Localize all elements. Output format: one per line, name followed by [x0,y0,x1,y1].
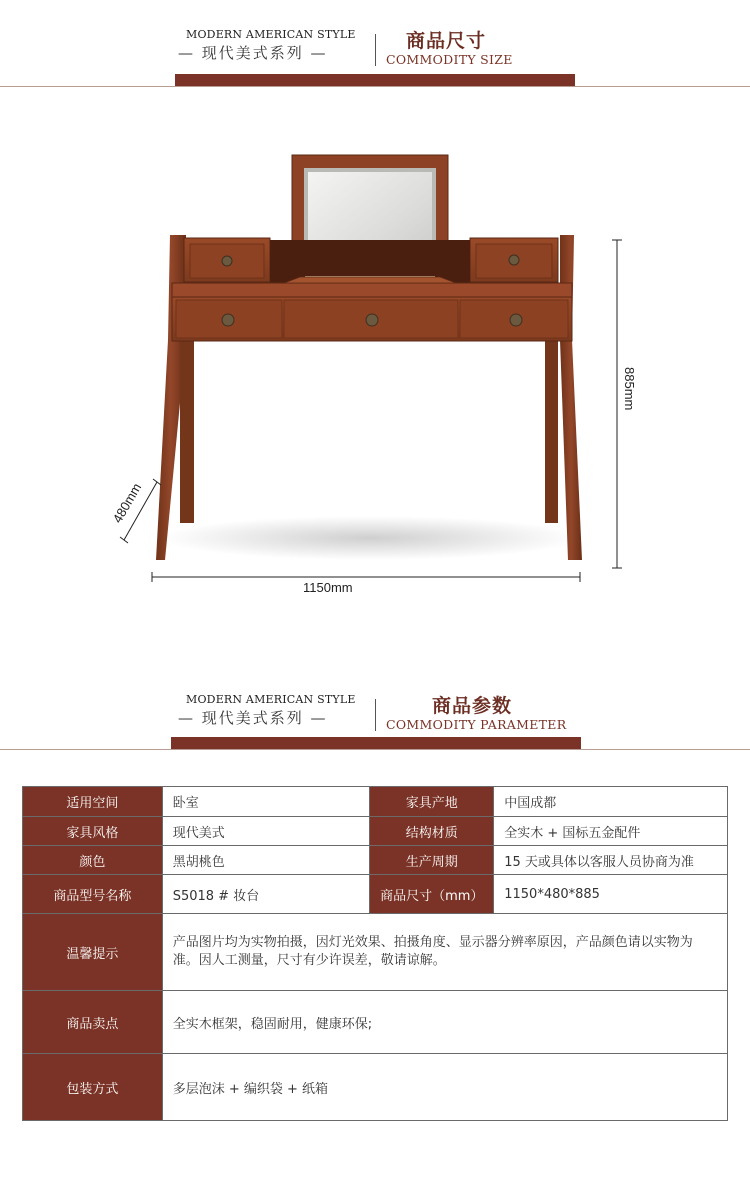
section-title-cn: 商品尺寸 [406,30,487,52]
section-title-en: COMMODITY SIZE [386,52,513,67]
table-row [23,991,728,1054]
table-row [23,914,728,991]
size-section-header [0,28,750,118]
origin-value: 中国成都 [494,787,728,817]
top-left-drawer [184,238,270,282]
material-label: 结构材质 [370,817,494,846]
table-row [23,875,728,914]
model-label: 商品型号名称 [23,875,163,914]
series-english-title: MODERN AMERICAN STYLE [186,693,356,706]
param-section-header [0,693,750,783]
height-dimension-label: 885mm [622,367,637,411]
series-chinese-title: — 现代美式系列 — [178,44,328,62]
product-image [0,140,750,610]
width-dimension-line [152,572,580,582]
color-label: 颜色 [23,846,163,875]
cycle-label: 生产周期 [370,846,494,875]
space-label: 适用空间 [23,787,163,817]
front-drawers [172,297,572,341]
selling-point-label: 商品卖点 [23,991,163,1054]
table-row [23,817,728,846]
material-value: 全实木 + 国标五金配件 [494,817,728,846]
height-dimension-line [612,240,622,568]
origin-label: 家具产地 [370,787,494,817]
style-value: 现代美式 [162,817,370,846]
model-value: S5018 # 妆台 [162,875,370,914]
size-value: 1150*480*885 [494,875,728,914]
tips-value: 产品图片均为实物拍摄，因灯光效果、拍摄角度、显示器分辨率原因，产品颜色请以实物为准。因人工测量，尺寸有少许误差，敬请谅解。 [162,914,727,991]
header-divider [375,34,376,66]
floor-shadow [160,516,580,560]
header-rule [0,749,750,750]
tips-label: 温馨提示 [23,914,163,991]
parameter-table [22,786,728,1121]
table-row [23,787,728,817]
table-row [23,846,728,875]
top-right-drawer [470,238,558,282]
section-title-en: COMMODITY PARAMETER [386,717,567,732]
size-label: 商品尺寸（mm） [370,875,494,914]
cycle-value: 15 天或具体以客服人员协商为准 [494,846,728,875]
header-rule [0,86,750,87]
section-title-cn: 商品参数 [432,695,513,717]
left-back-leg [180,335,194,523]
depth-dimension-label: 480mm [109,480,145,526]
series-english-title: MODERN AMERICAN STYLE [186,28,356,41]
color-value: 黑胡桃色 [162,846,370,875]
package-value: 多层泡沫 + 编织袋 + 纸箱 [162,1054,727,1121]
style-label: 家具风格 [23,817,163,846]
package-label: 包装方式 [23,1054,163,1121]
space-value: 卧室 [162,787,370,817]
table-row [23,1054,728,1121]
series-chinese-title: — 现代美式系列 — [178,709,328,727]
right-back-leg [545,335,558,523]
selling-point-value: 全实木框架，稳固耐用，健康环保; [162,991,727,1054]
width-dimension-label: 1150mm [303,580,353,595]
tabletop [172,283,572,297]
header-divider [375,699,376,731]
